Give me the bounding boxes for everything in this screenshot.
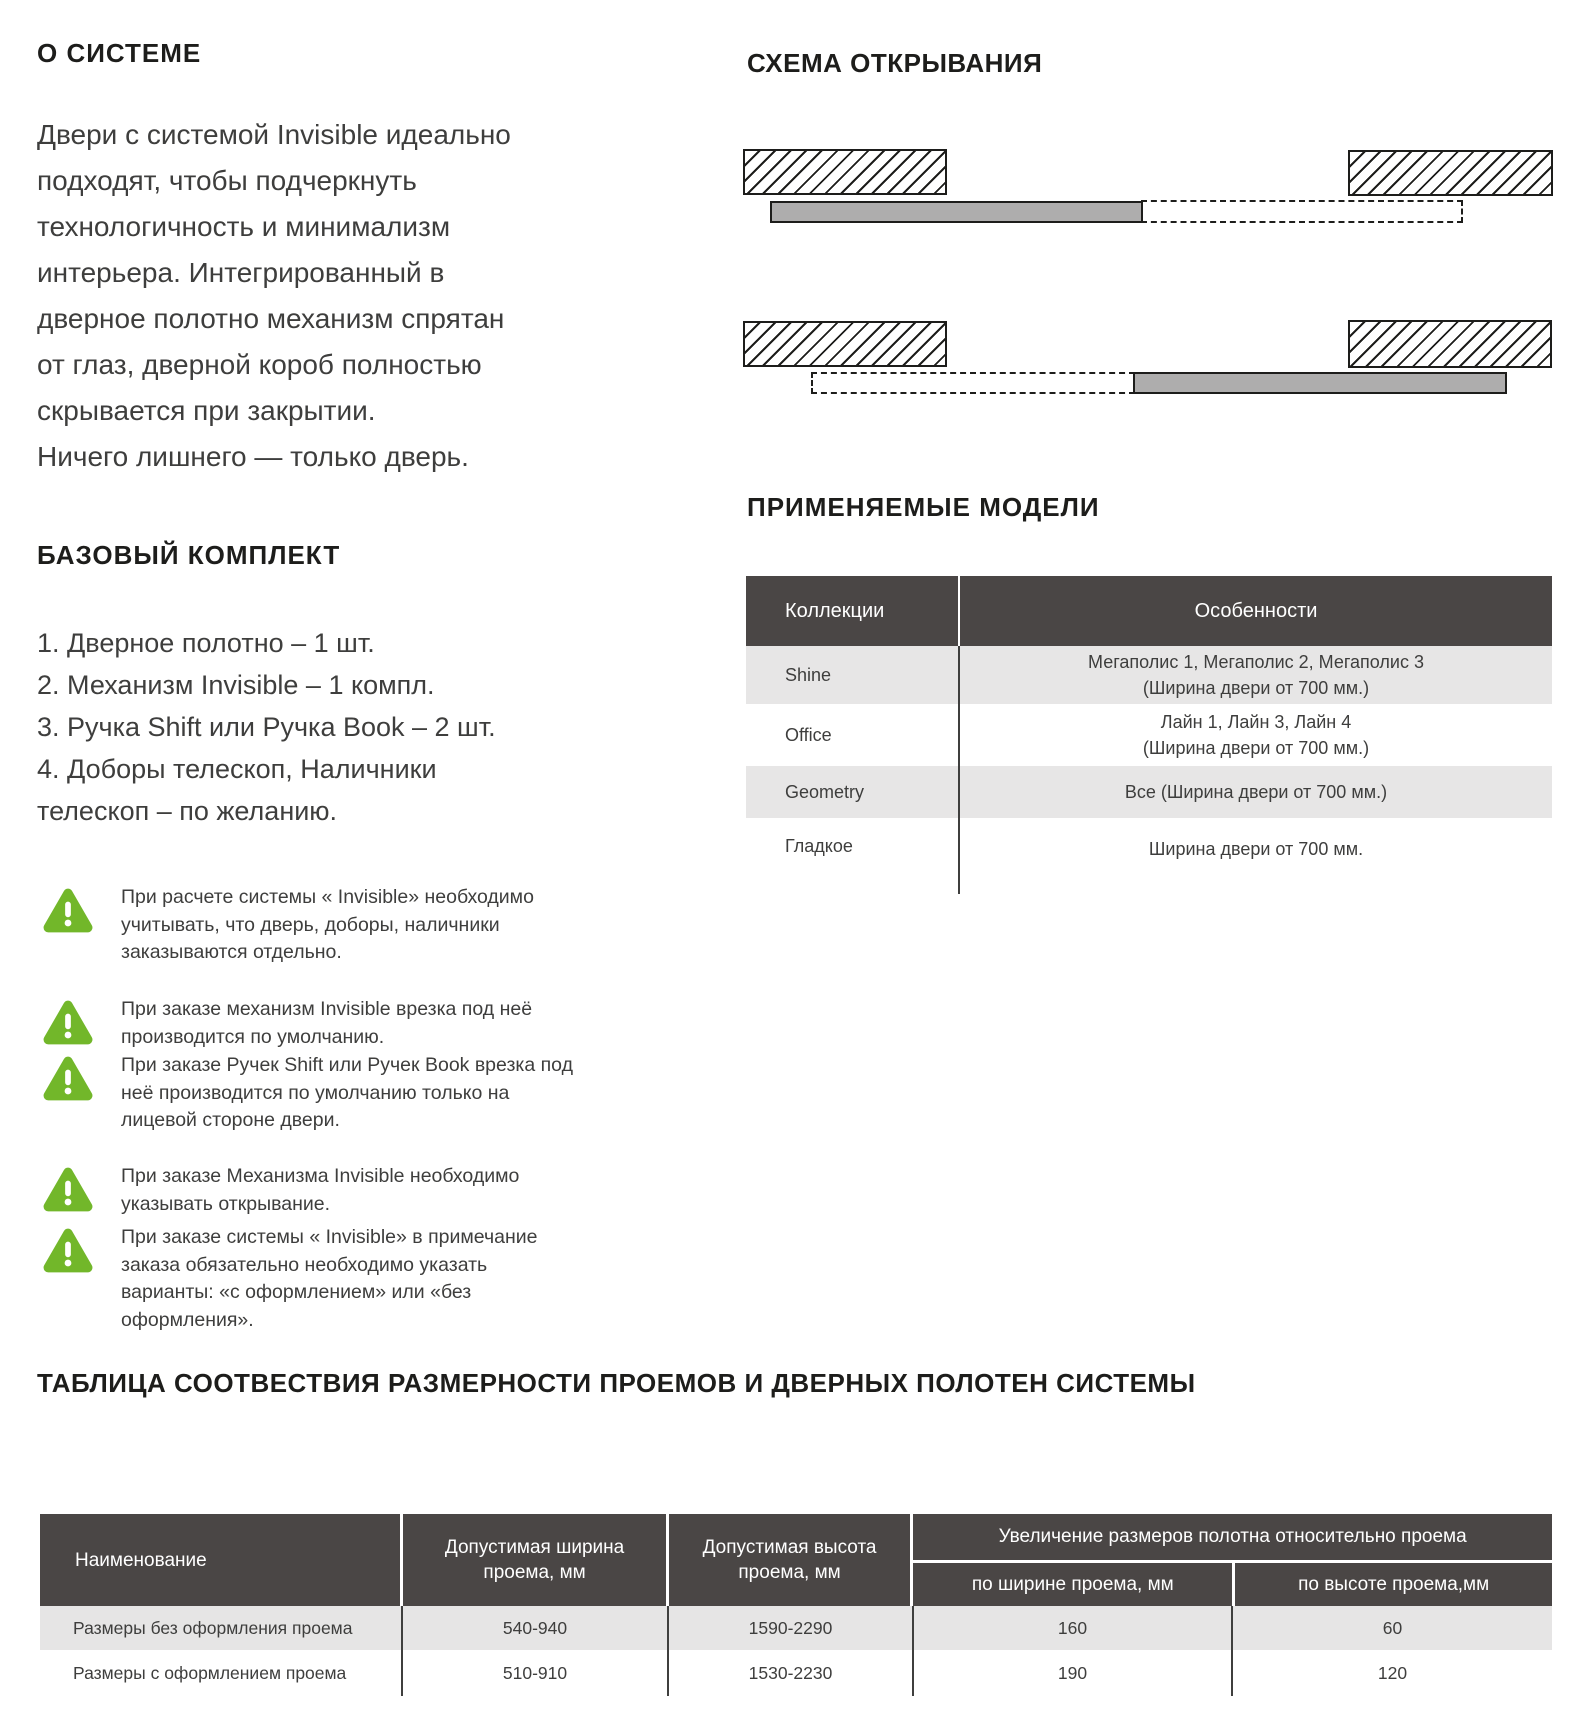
table-row <box>40 1650 1552 1696</box>
table-row <box>746 766 1552 818</box>
header-increase-by-width: по ширине проема, мм <box>971 1573 1174 1595</box>
warning-text: При расчете системы « Invisible» необходимо учитывать, что дверь, доборы, наличники заказываются отдельно. <box>121 886 534 963</box>
table-row <box>40 1606 1552 1650</box>
table-row <box>746 818 1552 894</box>
base-kit-list <box>37 622 557 832</box>
warning-triangle-icon <box>42 1165 94 1215</box>
about-line: Двери с системой Invisible идеально <box>37 119 511 150</box>
row-inc-height: 120 <box>1231 1650 1552 1696</box>
kit-item: 4. Доборы телескоп, Наличники телескоп – по желанию. <box>37 754 437 826</box>
about-line: скрывается при закрытии. <box>37 395 376 426</box>
features-line: (Ширина двери от 700 мм.) <box>1142 738 1370 758</box>
warning-note <box>42 1163 602 1218</box>
row-height: 1530-2230 <box>667 1650 912 1696</box>
about-line: подходят, чтобы подчеркнуть <box>37 165 417 196</box>
models-table <box>746 576 1552 894</box>
about-section-title: О СИСТЕМЕ <box>37 38 202 68</box>
features-line: Все (Ширина двери от 700 мм.) <box>1124 782 1388 802</box>
warning-triangle-icon <box>42 998 94 1048</box>
scheme-section-title: СХЕМА ОТКРЫВАНИЯ <box>747 48 1043 78</box>
models-table-header-row <box>746 576 1552 646</box>
warning-text: При заказе механизм Invisible врезка под неё производится по умолчанию. <box>121 998 533 1048</box>
wall-hatch-left <box>743 321 947 367</box>
table-row <box>746 704 1552 766</box>
warning-note <box>42 1224 602 1334</box>
warning-triangle-icon <box>42 1226 94 1276</box>
about-line: технологичность и минимализм <box>37 211 451 242</box>
features-line: Лайн 1, Лайн 3, Лайн 4 <box>1160 712 1352 732</box>
header-line: Допустимая высота <box>702 1537 877 1558</box>
warning-note <box>42 884 602 967</box>
size-table-section-title: ТАБЛИЦА СООТВЕСТВИЯ РАЗМЕРНОСТИ ПРОЕМОВ И ДВЕРНЫХ ПОЛОТЕН СИСТЕМЫ <box>37 1368 1196 1398</box>
warning-triangle-icon <box>42 886 94 936</box>
about-line: от глаз, дверной короб полностью <box>37 349 482 380</box>
about-line: интерьера. Интегрированный в <box>37 257 445 288</box>
wall-hatch-right <box>1348 150 1553 196</box>
row-width: 540-940 <box>401 1606 667 1650</box>
features-line: Мегаполис 1, Мегаполис 2, Мегаполис 3 <box>1088 652 1424 672</box>
header-increase-subrow <box>913 1560 1552 1606</box>
wall-hatch-right <box>1348 320 1552 368</box>
door-open-position-dashed <box>1141 200 1463 223</box>
collection-cell: Geometry <box>785 781 865 802</box>
size-table-header <box>40 1514 1552 1606</box>
header-allowed-height <box>666 1514 911 1606</box>
header-line: Допустимая ширина <box>444 1537 625 1558</box>
collection-cell: Shine <box>785 664 832 685</box>
base-kit-section-title: БАЗОВЫЙ КОМПЛЕКТ <box>37 540 341 570</box>
warning-text: При заказе Ручек Shift или Ручек Book врезка под неё производится по умолчанию только на лицевой стороне двери. <box>121 1054 573 1131</box>
kit-item: 1. Дверное полотно – 1 шт. <box>37 628 375 658</box>
row-height: 1590-2290 <box>667 1606 912 1650</box>
kit-item: 2. Механизм Invisible – 1 компл. <box>37 670 435 700</box>
warning-text: При заказе Механизма Invisible необходимо указывать открывание. <box>121 1165 520 1215</box>
models-header-features: Особенности <box>958 576 1552 646</box>
header-name: Наименование <box>75 1549 207 1571</box>
door-leaf <box>770 201 1143 223</box>
models-section-title: ПРИМЕНЯЕМЫЕ МОДЕЛИ <box>747 492 1100 522</box>
header-increase-group <box>910 1514 1552 1606</box>
table-row <box>746 646 1552 704</box>
warning-triangle-icon <box>42 1054 94 1104</box>
about-line: Ничего лишнего — только дверь. <box>37 441 469 472</box>
kit-item: 3. Ручка Shift или Ручка Book – 2 шт. <box>37 712 496 742</box>
header-line: проема, мм <box>738 1562 841 1583</box>
header-line: проема, мм <box>483 1562 586 1583</box>
row-inc-width: 190 <box>912 1650 1231 1696</box>
features-line: Ширина двери от 700 мм. <box>1148 839 1364 859</box>
door-leaf <box>1133 372 1507 394</box>
features-cell <box>958 704 1552 766</box>
warning-note <box>42 996 602 1051</box>
about-line: дверное полотно механизм спрятан <box>37 303 505 334</box>
collection-cell: Office <box>785 724 832 745</box>
row-inc-width: 160 <box>912 1606 1231 1650</box>
row-name: Размеры с оформлением проема <box>73 1662 347 1683</box>
about-paragraph <box>37 112 511 480</box>
features-cell <box>958 646 1552 704</box>
row-width: 510-910 <box>401 1650 667 1696</box>
warning-text: При заказе системы « Invisible» в примечание заказа обязательно необходимо указать варианты: «с оформлением» или «без оформления». <box>121 1226 538 1331</box>
row-name: Размеры без оформления проема <box>73 1617 353 1638</box>
door-open-position-dashed <box>811 372 1135 394</box>
header-allowed-width <box>400 1514 665 1606</box>
row-inc-height: 60 <box>1231 1606 1552 1650</box>
features-cell <box>958 766 1552 818</box>
warning-note <box>42 1052 602 1135</box>
features-cell <box>958 818 1552 894</box>
features-line: (Ширина двери от 700 мм.) <box>1142 678 1370 698</box>
wall-hatch-left <box>743 149 947 195</box>
header-increase-by-height: по высоте проема,мм <box>1232 1563 1552 1606</box>
models-header-collection: Коллекции <box>785 599 885 622</box>
size-table <box>40 1514 1552 1696</box>
header-increase-group-label: Увеличение размеров полотна относительно проема <box>998 1526 1467 1547</box>
collection-cell: Гладкое <box>785 836 853 856</box>
